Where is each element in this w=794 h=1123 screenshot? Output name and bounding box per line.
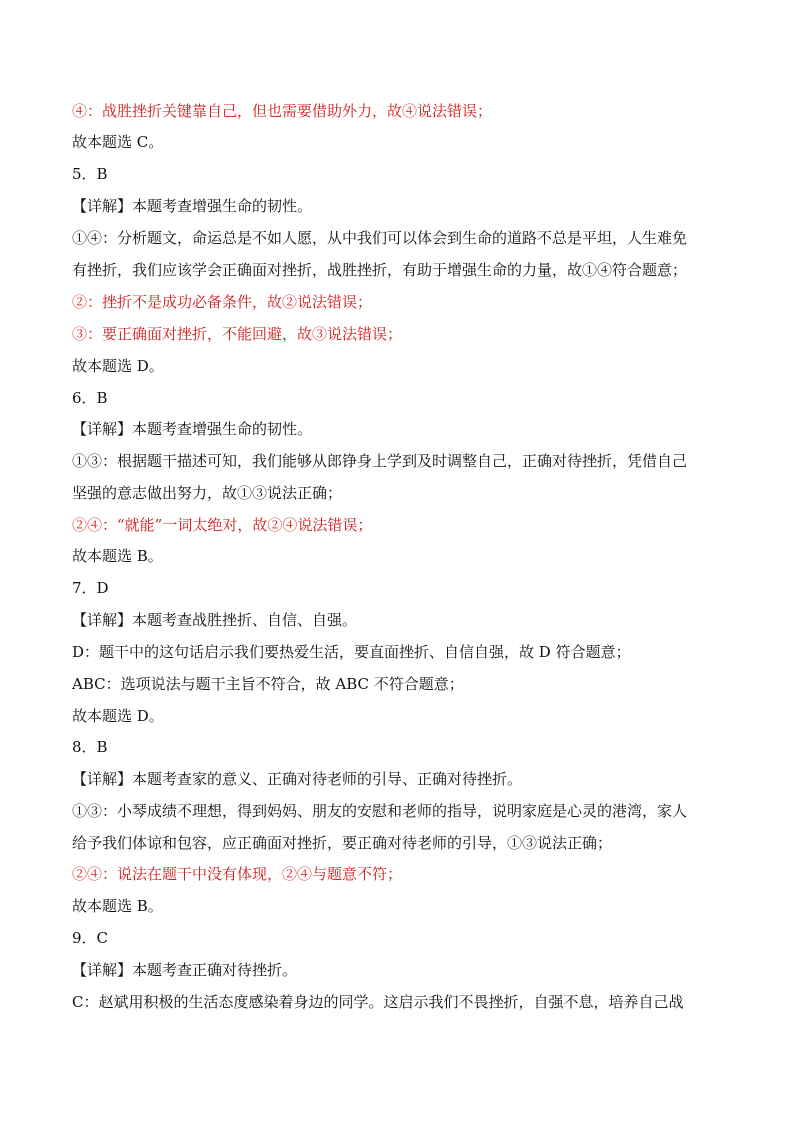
text-line: ①④：分析题文，命运总是不如人愿，从中我们可以体会到生命的道路不总是平坦，人生难免 (72, 229, 688, 247)
text-line: ②④：“就能”一词太绝对，故②④说法错误； (72, 516, 373, 534)
text-line: 8．B (72, 738, 108, 756)
text-line: ②：挫折不是成功必备条件，故②说法错误； (72, 293, 373, 311)
text-line: ④：战胜挫折关键靠自己，但也需要借助外力，故④说法错误； (72, 102, 493, 120)
text-line: 【详解】本题考查正确对待挫折。 (72, 961, 298, 979)
text-line: 坚强的意志做出努力，故①③说法正确； (72, 484, 343, 502)
text-line: 【详解】本题考查增强生命的韧性。 (72, 197, 313, 215)
text-line: 5．B (72, 165, 108, 183)
text-line: 故本题选 D。 (72, 357, 164, 375)
text-line: 【详解】本题考查战胜挫折、自信、自强。 (72, 611, 358, 629)
text-line: ②④：说法在题干中没有体现，②④与题意不符； (72, 865, 403, 883)
text-line: 故本题选 B。 (72, 547, 163, 565)
text-line: C：赵斌用积极的生活态度感染着身边的同学。这启示我们不畏挫折，自强不息，培养自己战 (72, 993, 684, 1011)
text-line: 【详解】本题考查家的意义、正确对待老师的引导、正确对待挫折。 (72, 770, 523, 788)
text-line: D：题干中的这句话启示我们要热爱生活，要直面挫折、自信自强，故 D 符合题意； (72, 643, 631, 661)
text-line: 故本题选 D。 (72, 707, 164, 725)
text-line: 9．C (72, 929, 109, 947)
text-line: 故本题选 B。 (72, 897, 163, 915)
text-line: ①③：根据题干描述可知，我们能够从郎铮身上学到及时调整自己，正确对待挫折，凭借自己 (72, 452, 688, 470)
text-line: 7．D (72, 579, 109, 597)
text-line: 【详解】本题考查增强生命的韧性。 (72, 420, 313, 438)
text-line: ①③：小琴成绩不理想，得到妈妈、朋友的安慰和老师的指导，说明家庭是心灵的港湾，家人 (72, 802, 688, 820)
text-line: 6．B (72, 389, 108, 407)
text-line: 故本题选 C。 (72, 133, 164, 151)
text-line: 有挫折，我们应该学会正确面对挫折，战胜挫折，有助于增强生命的力量，故①④符合题意； (72, 261, 688, 279)
text-line: ABC：选项说法与题干主旨不符合，故 ABC 不符合题意； (72, 675, 464, 693)
text-line: 给予我们体谅和包容，应正确面对挫折，要正确对待老师的引导，①③说法正确； (72, 834, 613, 852)
text-line: ③：要正确面对挫折，不能回避，故③说法错误； (72, 325, 403, 343)
